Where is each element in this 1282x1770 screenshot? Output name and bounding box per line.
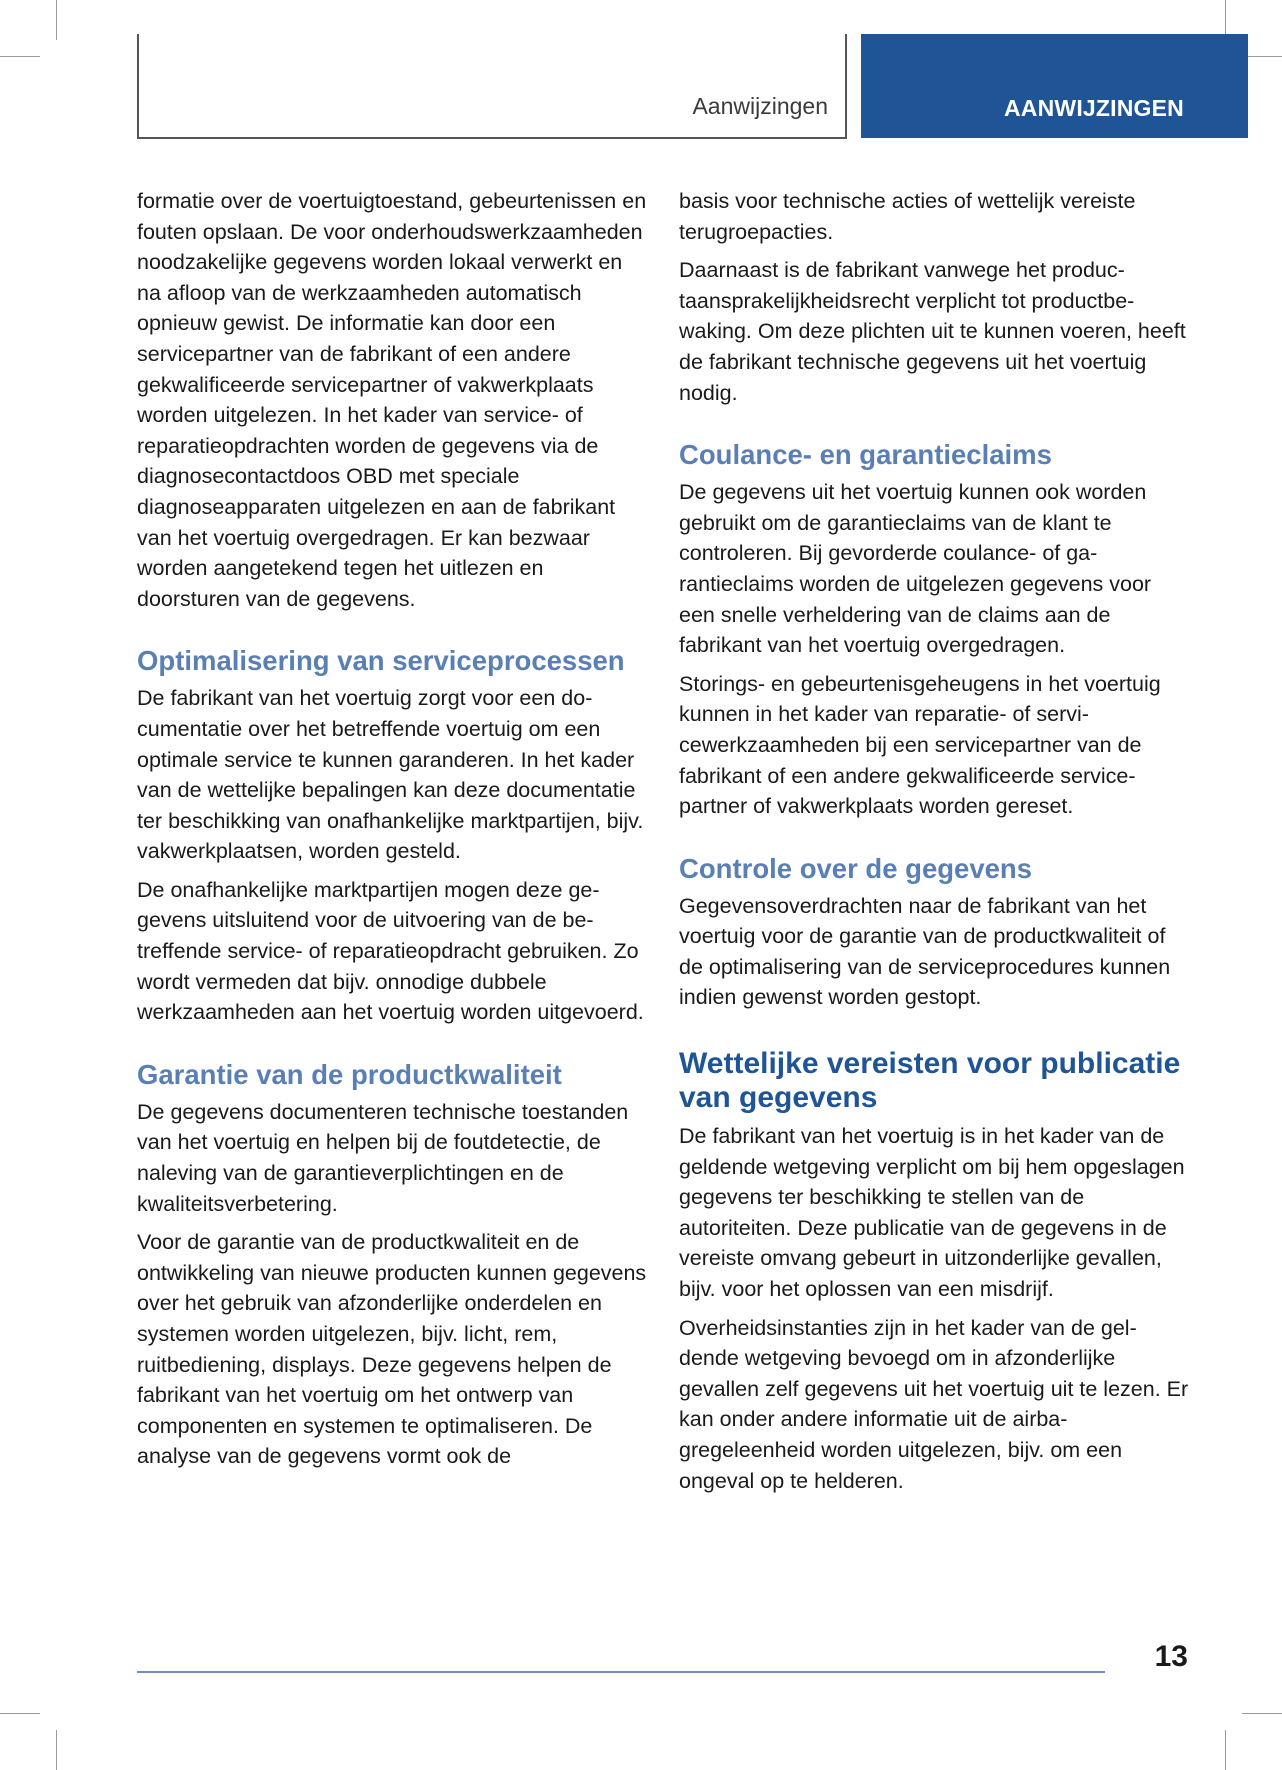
header-section-label: Aanwijzingen [692, 93, 828, 119]
section-heading-major: Wettelijke vereisten voor publicatie van gegevens [679, 1047, 1181, 1115]
paragraph: Overheidsinstanties zijn in het kader van de geldende wetgeving bevoegd om in afzonderlijke gevallen zelf gegevens uit het voertuig uit te lezen. Er kan onder andere informatie uit de airbagregeleenheid worden uitgelezen, bijv. om een ongeval op te helderen. [679, 1315, 1189, 1493]
crop-mark [1242, 1713, 1282, 1714]
header-frame-divider [845, 34, 847, 138]
header-frame-left [137, 34, 139, 138]
header-frame-rule [137, 137, 847, 139]
paragraph: Gegevensoverdrachten naar de fabrikant van het voertuig voor de garantie van de productkwaliteit of de optimalisering van de serviceprocedures kunnen indien gewenst worden gestopt. [679, 893, 1171, 1010]
paragraph: De fabrikant van het voertuig is in het kader van de geldende wetgeving verplicht om bij hem opgeslagen gegevens ter beschikking te stellen van de autoriteiten. Deze publicatie van de gegevens in de vereiste omvang gebeurt in uitzonderlijke gevallen, bijv. voor het oplossen van een misdrijf. [679, 1124, 1185, 1302]
paragraph: basis voor technische acties of wettelijk vereiste terugroepacties. [679, 189, 1136, 244]
right-column [679, 186, 1189, 1504]
paragraph: De onafhankelijke marktpartijen mogen deze gegevens uitsluitend voor de uitvoering van de betreffende service- of reparatieopdracht gebruiken. Zo wordt vermeden dat bijv. onnodige dubbele werkzaamheden aan het voertuig worden uitgevoerd. [137, 877, 644, 1025]
crop-mark [56, 1730, 57, 1770]
crop-mark [1242, 56, 1282, 57]
paragraph: De fabrikant van het voertuig zorgt voor een documentatie over het betreffende voertuig om een optimale service te kunnen garanderen. In het kader van de wettelijke bepalingen kan deze documentatie ter beschikking van onafhankelijke marktpartijen, bijv. vakwerkplaatsen, worden gesteld. [137, 686, 644, 864]
header-section-tab [861, 34, 1248, 138]
crop-mark [1225, 1730, 1226, 1770]
paragraph: De gegevens documenteren technische toestanden van het voertuig en helpen bij de foutdetectie, de naleving van de garantieverplichtingen en de kwaliteitsverbetering. [137, 1099, 629, 1216]
crop-mark [0, 56, 40, 57]
section-heading: Coulance- en garantieclaims [679, 439, 1052, 471]
page-number: 13 [1154, 1640, 1188, 1673]
paragraph: Daarnaast is de fabrikant vanwege het productaansprakelijkheidsrecht verplicht tot productbewaking. Om deze plichten uit te kunnen voeren, heeft de fabrikant technische gegevens uit het voertuig nodig. [679, 258, 1186, 405]
paragraph: De gegevens uit het voertuig kunnen ook worden gebruikt om de garantieclaims van de klant te controleren. Bij gevorderde coulance- of garantieclaims worden de uitgelezen gegevens voor een snelle verheldering van de claims aan de fabrikant van het voertuig overgedragen. [679, 480, 1152, 658]
paragraph: formatie over de voertuigtoestand, gebeurtenissen en fouten opslaan. De voor onderhoudswerkzaamheden noodzakelijke gegevens worden lokaal verwerkt en na afloop van de werkzaamheden automatisch opnieuw gewist. De informatie kan door een servicepartner van de fabrikant of een andere gekwalificeerde servicepartner of vakwerkplaats worden uitgelezen. In het kader van service- of reparatieopdrachten worden de gegevens via de diagnosecontactdoos OBD met speciale diagnoseapparaten uitgelezen en aan de fabrikant van het voertuig overgedragen. Er kan bezwaar worden aangetekend tegen het uitlezen en doorsturen van de gegevens. [137, 189, 647, 611]
footer-rule [137, 1671, 1105, 1673]
crop-mark [56, 0, 57, 40]
section-heading: Optimalisering van serviceprocessen [137, 645, 625, 677]
section-heading: Controle over de gegevens [679, 852, 1033, 884]
section-heading: Garantie van de productkwaliteit [137, 1058, 562, 1090]
crop-mark [0, 1713, 40, 1714]
header-section-tab-label: AANWIJZINGEN [1003, 95, 1184, 121]
paragraph: Storings- en gebeurtenisgeheugens in het voertuig kunnen in het kader van reparatie- of servicewerkzaamheden bij een servicepartner van de fabrikant of een andere gekwalificeerde servicepartner of vakwerkplaats worden gereset. [679, 671, 1161, 819]
paragraph: Voor de garantie van de productkwaliteit en de ontwikkeling van nieuwe producten kunnen gegevens over het gebruik van afzonderlijke onderdelen en systemen worden uitgelezen, bijv. licht, rem, ruitbediening, displays. Deze gegevens helpen de fabrikant van het voertuig om het ontwerp van componenten en systemen te optimaliseren. De analyse van de gegevens vormt ook de [137, 1230, 647, 1469]
left-column [137, 186, 647, 1480]
